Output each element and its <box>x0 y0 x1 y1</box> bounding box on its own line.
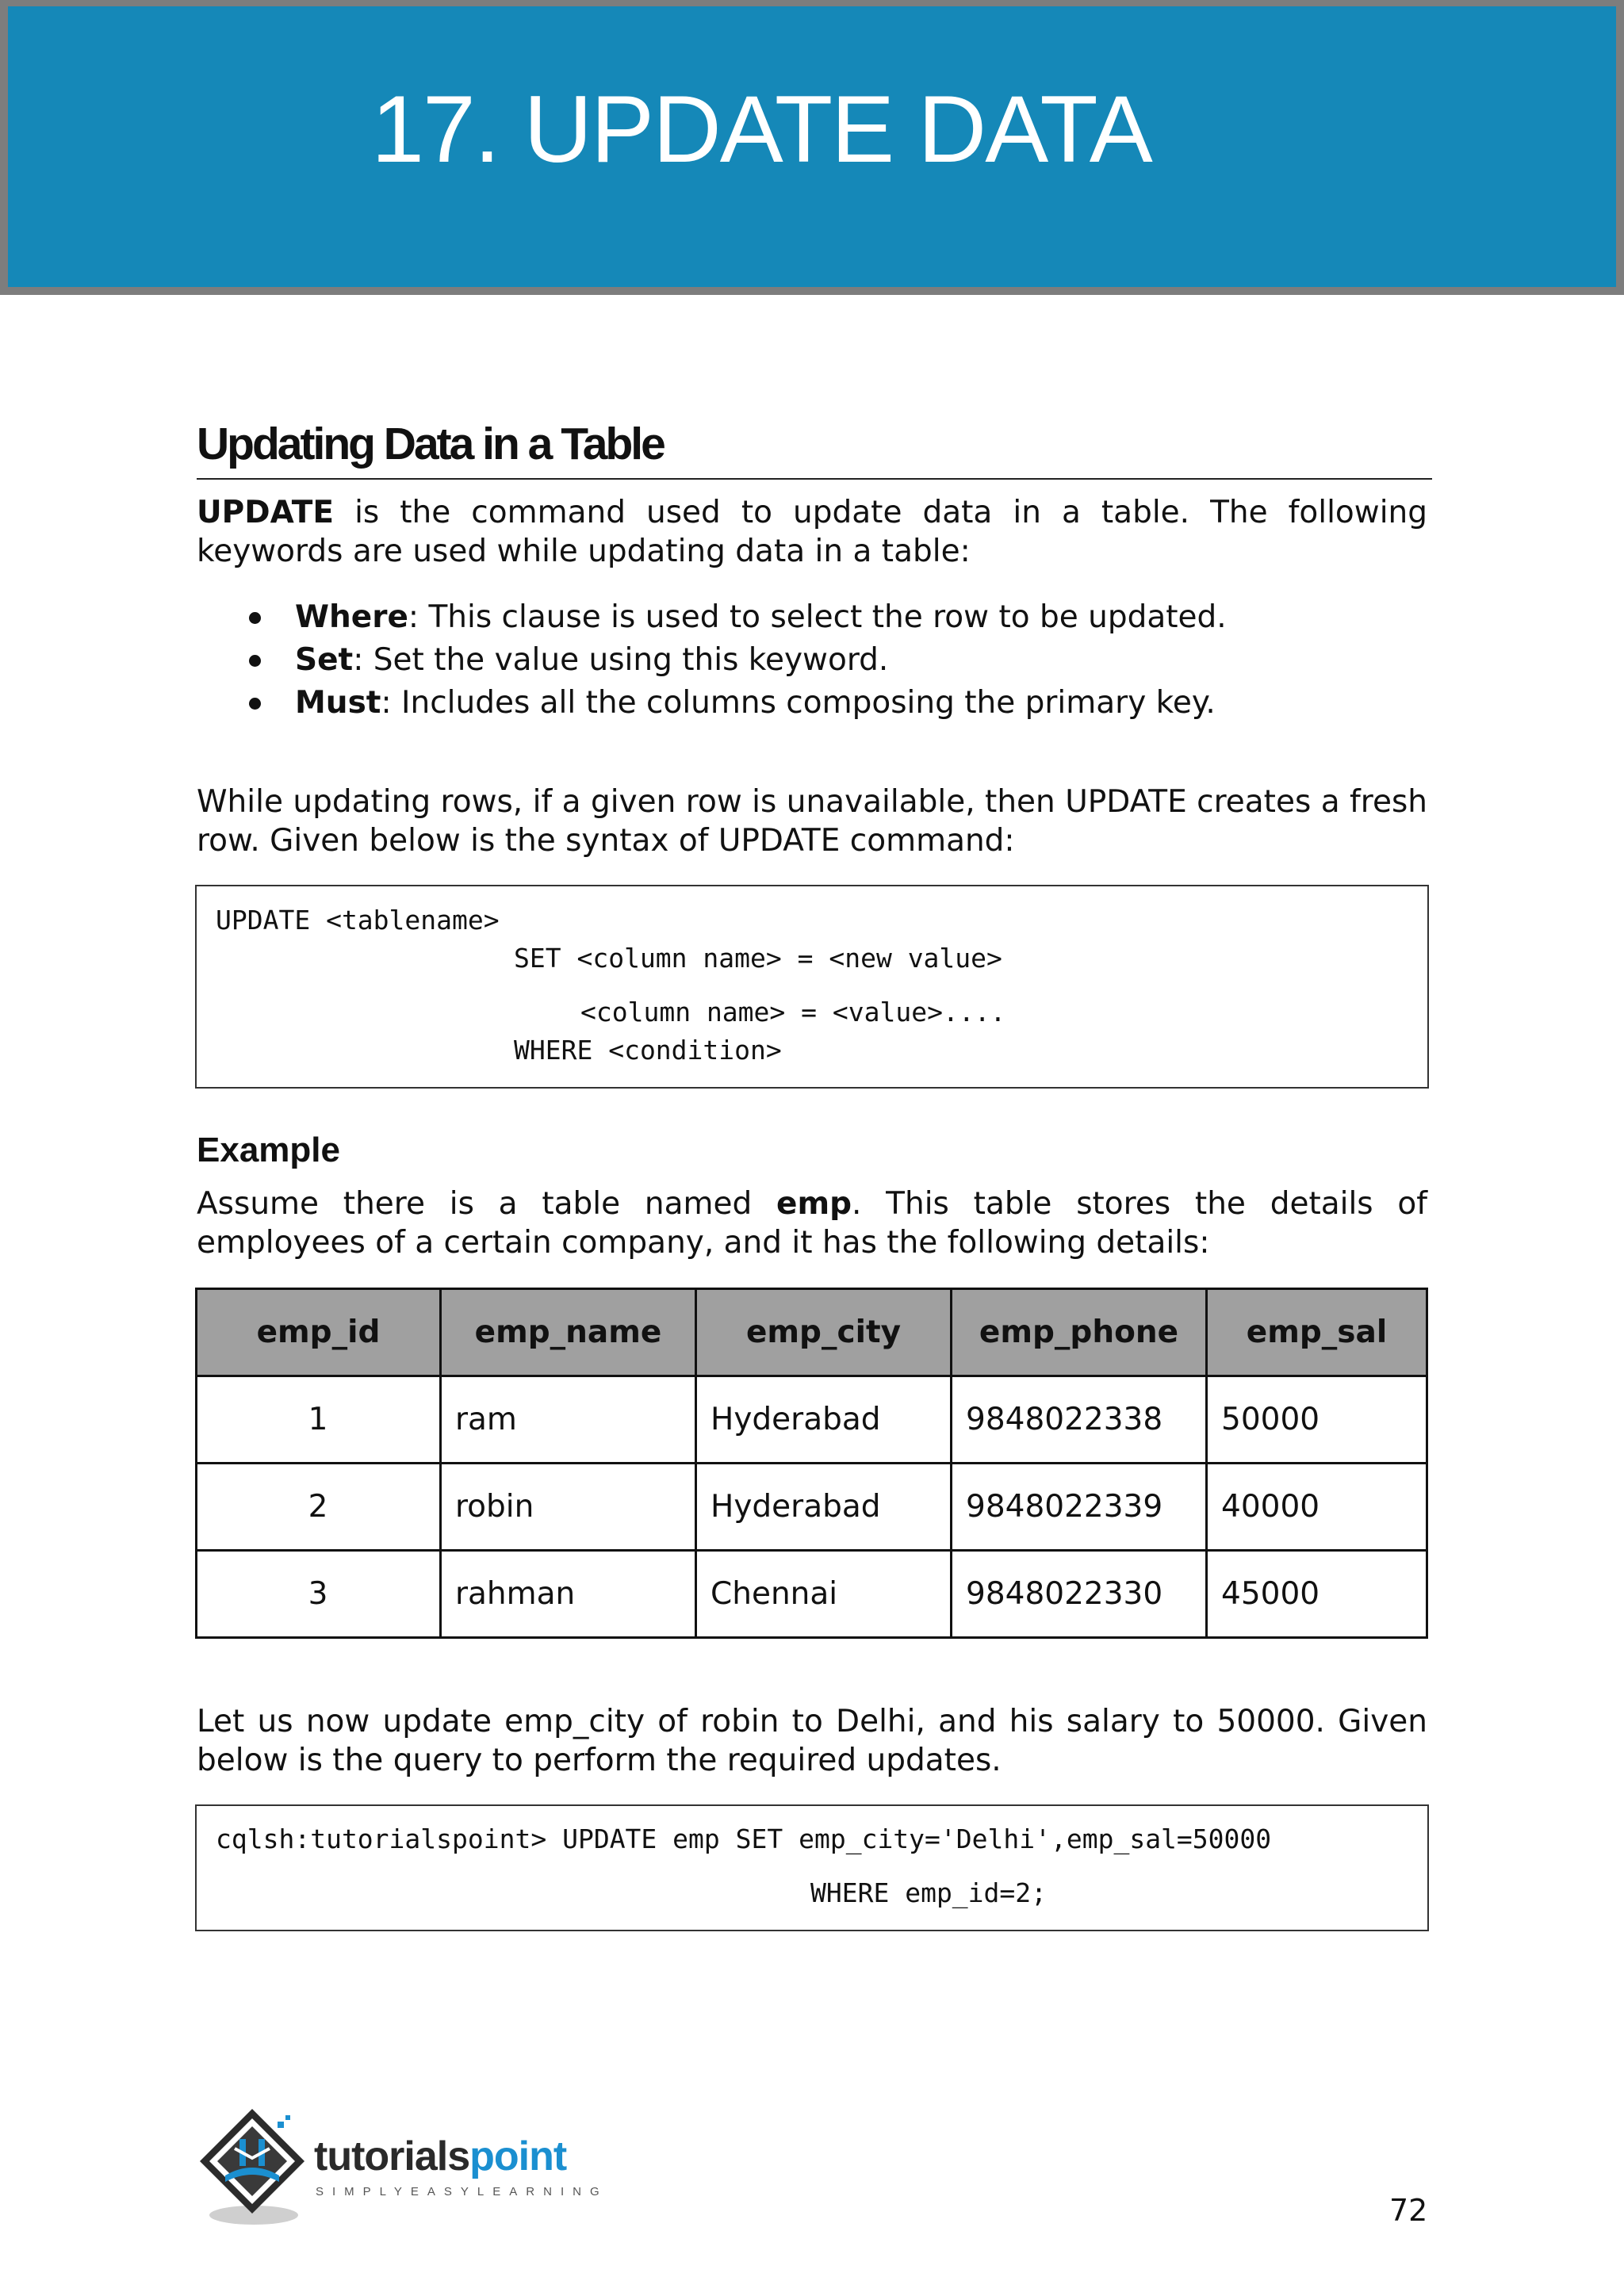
chapter-title: 17. UPDATE DATA <box>371 76 1151 182</box>
keyword-list <box>197 598 1434 726</box>
table-cell: 9848022339 <box>952 1464 1207 1551</box>
list-item <box>197 598 1434 641</box>
logo-tagline: SIMPLYEASYLEARNING <box>316 2185 608 2198</box>
bullet-description: : Set the value using this keyword. <box>353 642 889 678</box>
intro-keyword: UPDATE <box>197 495 335 530</box>
syntax-code-block <box>195 885 1429 1089</box>
list-item <box>197 641 1434 683</box>
update-intro-paragraph: Let us now update emp_city of robin to Delhi, and his salary to 50000. Given below is the query to perform the required updates. <box>197 1704 1427 1778</box>
code-line: SET <column name> = <new value> <box>514 943 1002 974</box>
emp-table <box>195 1288 1428 1639</box>
list-item <box>197 683 1434 726</box>
column-header: emp_name <box>441 1289 696 1376</box>
table-row <box>197 1551 1427 1638</box>
column-header: emp_city <box>696 1289 952 1376</box>
section-title: Updating Data in a Table <box>197 419 664 469</box>
bullet-icon <box>249 612 261 624</box>
column-header: emp_phone <box>952 1289 1207 1376</box>
code-line: WHERE <condition> <box>514 1035 782 1066</box>
table-cell: Hyderabad <box>696 1376 952 1464</box>
section-rule <box>197 478 1432 480</box>
table-cell: 1 <box>197 1376 441 1464</box>
bullet-icon <box>249 655 261 667</box>
table-cell: Hyderabad <box>696 1464 952 1551</box>
table-cell: robin <box>441 1464 696 1551</box>
table-cell: ram <box>441 1376 696 1464</box>
bullet-description: : This clause is used to select the row to be updated. <box>408 599 1227 635</box>
logo-wordmark: tutorialspoint <box>314 2133 567 2179</box>
code-line: WHERE emp_id=2; <box>810 1877 1048 1908</box>
tutorialspoint-logo <box>195 2103 607 2229</box>
table-row <box>197 1464 1427 1551</box>
table-name: emp <box>776 1186 852 1222</box>
bullet-description: : Includes all the columns composing the primary key. <box>381 685 1216 721</box>
code-line: UPDATE <tablename> <box>216 905 500 936</box>
table-cell: 9848022338 <box>952 1376 1207 1464</box>
intro-text: is the command used to update data in a table. The following keywords are used while updating data in a table: <box>197 495 1427 569</box>
bullet-term: Set <box>295 642 354 678</box>
example-paragraph: Assume there is a table named emp. This table stores the details of employees of a certain company, and it has the following details: <box>197 1186 1427 1261</box>
table-header-row <box>197 1289 1427 1376</box>
table-cell: 45000 <box>1207 1551 1427 1638</box>
table-cell: 40000 <box>1207 1464 1427 1551</box>
table-cell: Chennai <box>696 1551 952 1638</box>
query-code-block <box>195 1804 1429 1931</box>
bullet-icon <box>249 698 261 710</box>
example-heading: Example <box>197 1131 340 1169</box>
bullet-term: Must <box>295 685 381 721</box>
code-line: cqlsh:tutorialspoint> UPDATE emp SET emp_city='Delhi',emp_sal=50000 <box>216 1823 1272 1854</box>
table-cell: 50000 <box>1207 1376 1427 1464</box>
page-number: 72 <box>1389 2193 1428 2228</box>
column-header: emp_sal <box>1207 1289 1427 1376</box>
logo-diamond-icon <box>195 2103 314 2229</box>
table-row <box>197 1376 1427 1464</box>
column-header: emp_id <box>197 1289 441 1376</box>
table-cell: 9848022330 <box>952 1551 1207 1638</box>
intro-paragraph <box>197 493 1427 571</box>
bullet-term: Where <box>295 599 408 635</box>
chapter-header <box>0 0 1624 295</box>
table-cell: rahman <box>441 1551 696 1638</box>
table-cell: 3 <box>197 1551 441 1638</box>
syntax-intro-paragraph: While updating rows, if a given row is unavailable, then UPDATE creates a fresh row. Given below is the syntax of UPDATE command: <box>197 784 1427 859</box>
table-cell: 2 <box>197 1464 441 1551</box>
code-line: <column name> = <value>.... <box>580 997 1006 1027</box>
